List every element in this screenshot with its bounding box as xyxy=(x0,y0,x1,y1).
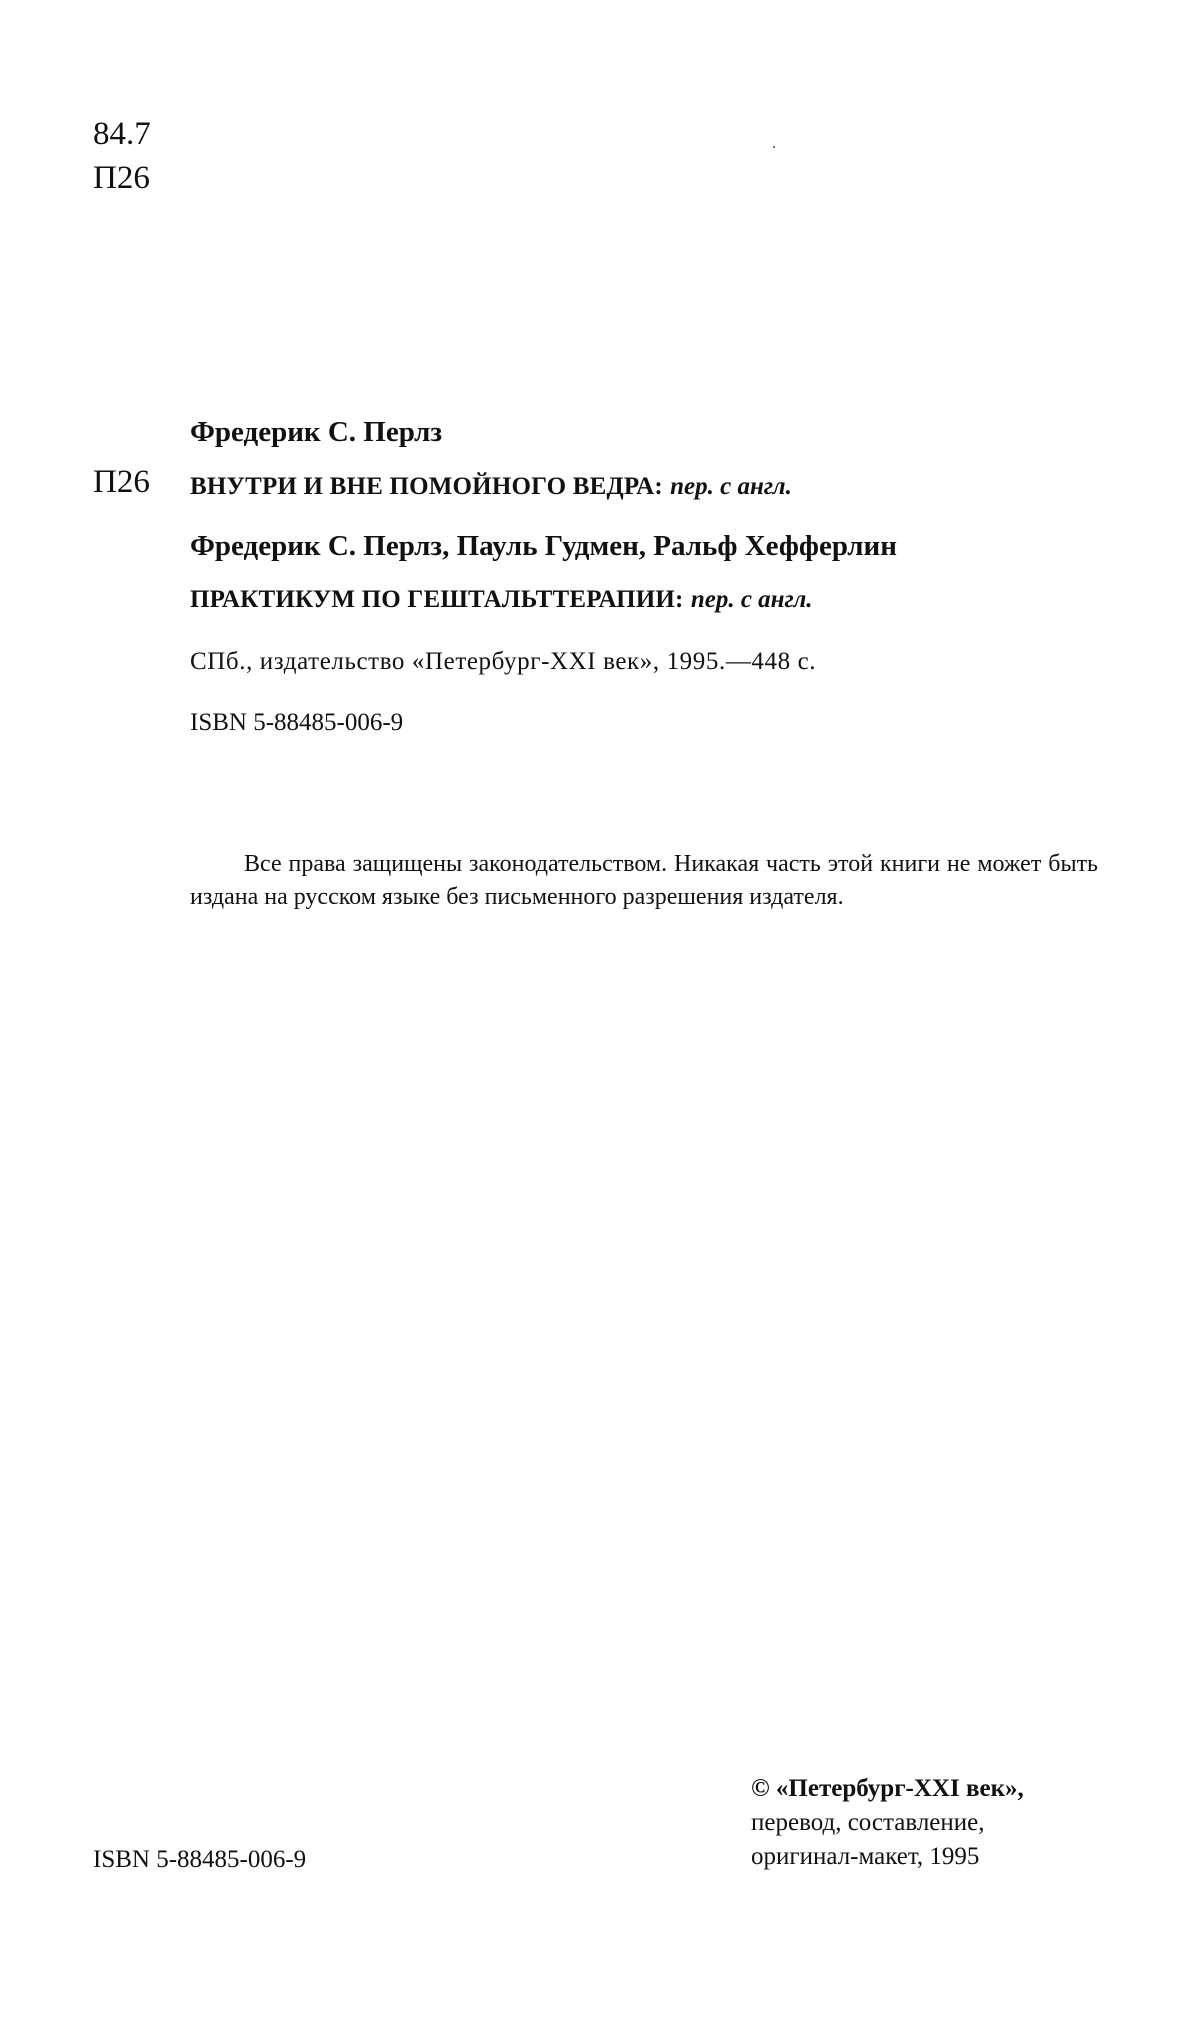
title-second-book-text: ПРАКТИКУМ ПО ГЕШТАЛЬТТЕРАПИИ: xyxy=(190,586,684,613)
copyright-line-2: перевод, составление, xyxy=(751,1809,985,1836)
author-first-book: Фредерик С. Перлз xyxy=(190,416,443,448)
copyright-line-3: оригинал-макет, 1995 xyxy=(751,1843,980,1870)
copyright-line-1: © «Петербург-XXI век», xyxy=(751,1775,1024,1802)
copyright-block xyxy=(751,1772,1111,1874)
isbn-card: ISBN 5-88485-006-9 xyxy=(190,709,404,736)
authors-second-book: Фредерик С. Перлз, Пауль Гудмен, Ральф Хефферлин xyxy=(190,530,897,562)
title-second-book xyxy=(190,580,813,618)
translation-note-second: пер. с англ. xyxy=(690,586,813,613)
bbk-index: 84.7 xyxy=(93,116,151,152)
title-first-book xyxy=(190,467,792,505)
translation-note-first: пер. с англ. xyxy=(670,473,792,500)
isbn-footer: ISBN 5-88485-006-9 xyxy=(93,1846,307,1873)
scan-speck xyxy=(773,146,775,148)
author-mark: П26 xyxy=(93,160,150,196)
title-first-book-text: ВНУТРИ И ВНЕ ПОМОЙНОГО ВЕДРА: xyxy=(190,473,663,500)
imprint-line: СПб., издательство «Петербург-XXI век», 1995.—448 с. xyxy=(190,648,817,675)
card-author-mark: П26 xyxy=(93,464,150,500)
rights-notice: Все права защищены законодательством. Никакая часть этой книги не может быть издана на русском языке без письменного разрешения издателя. xyxy=(190,851,1098,910)
